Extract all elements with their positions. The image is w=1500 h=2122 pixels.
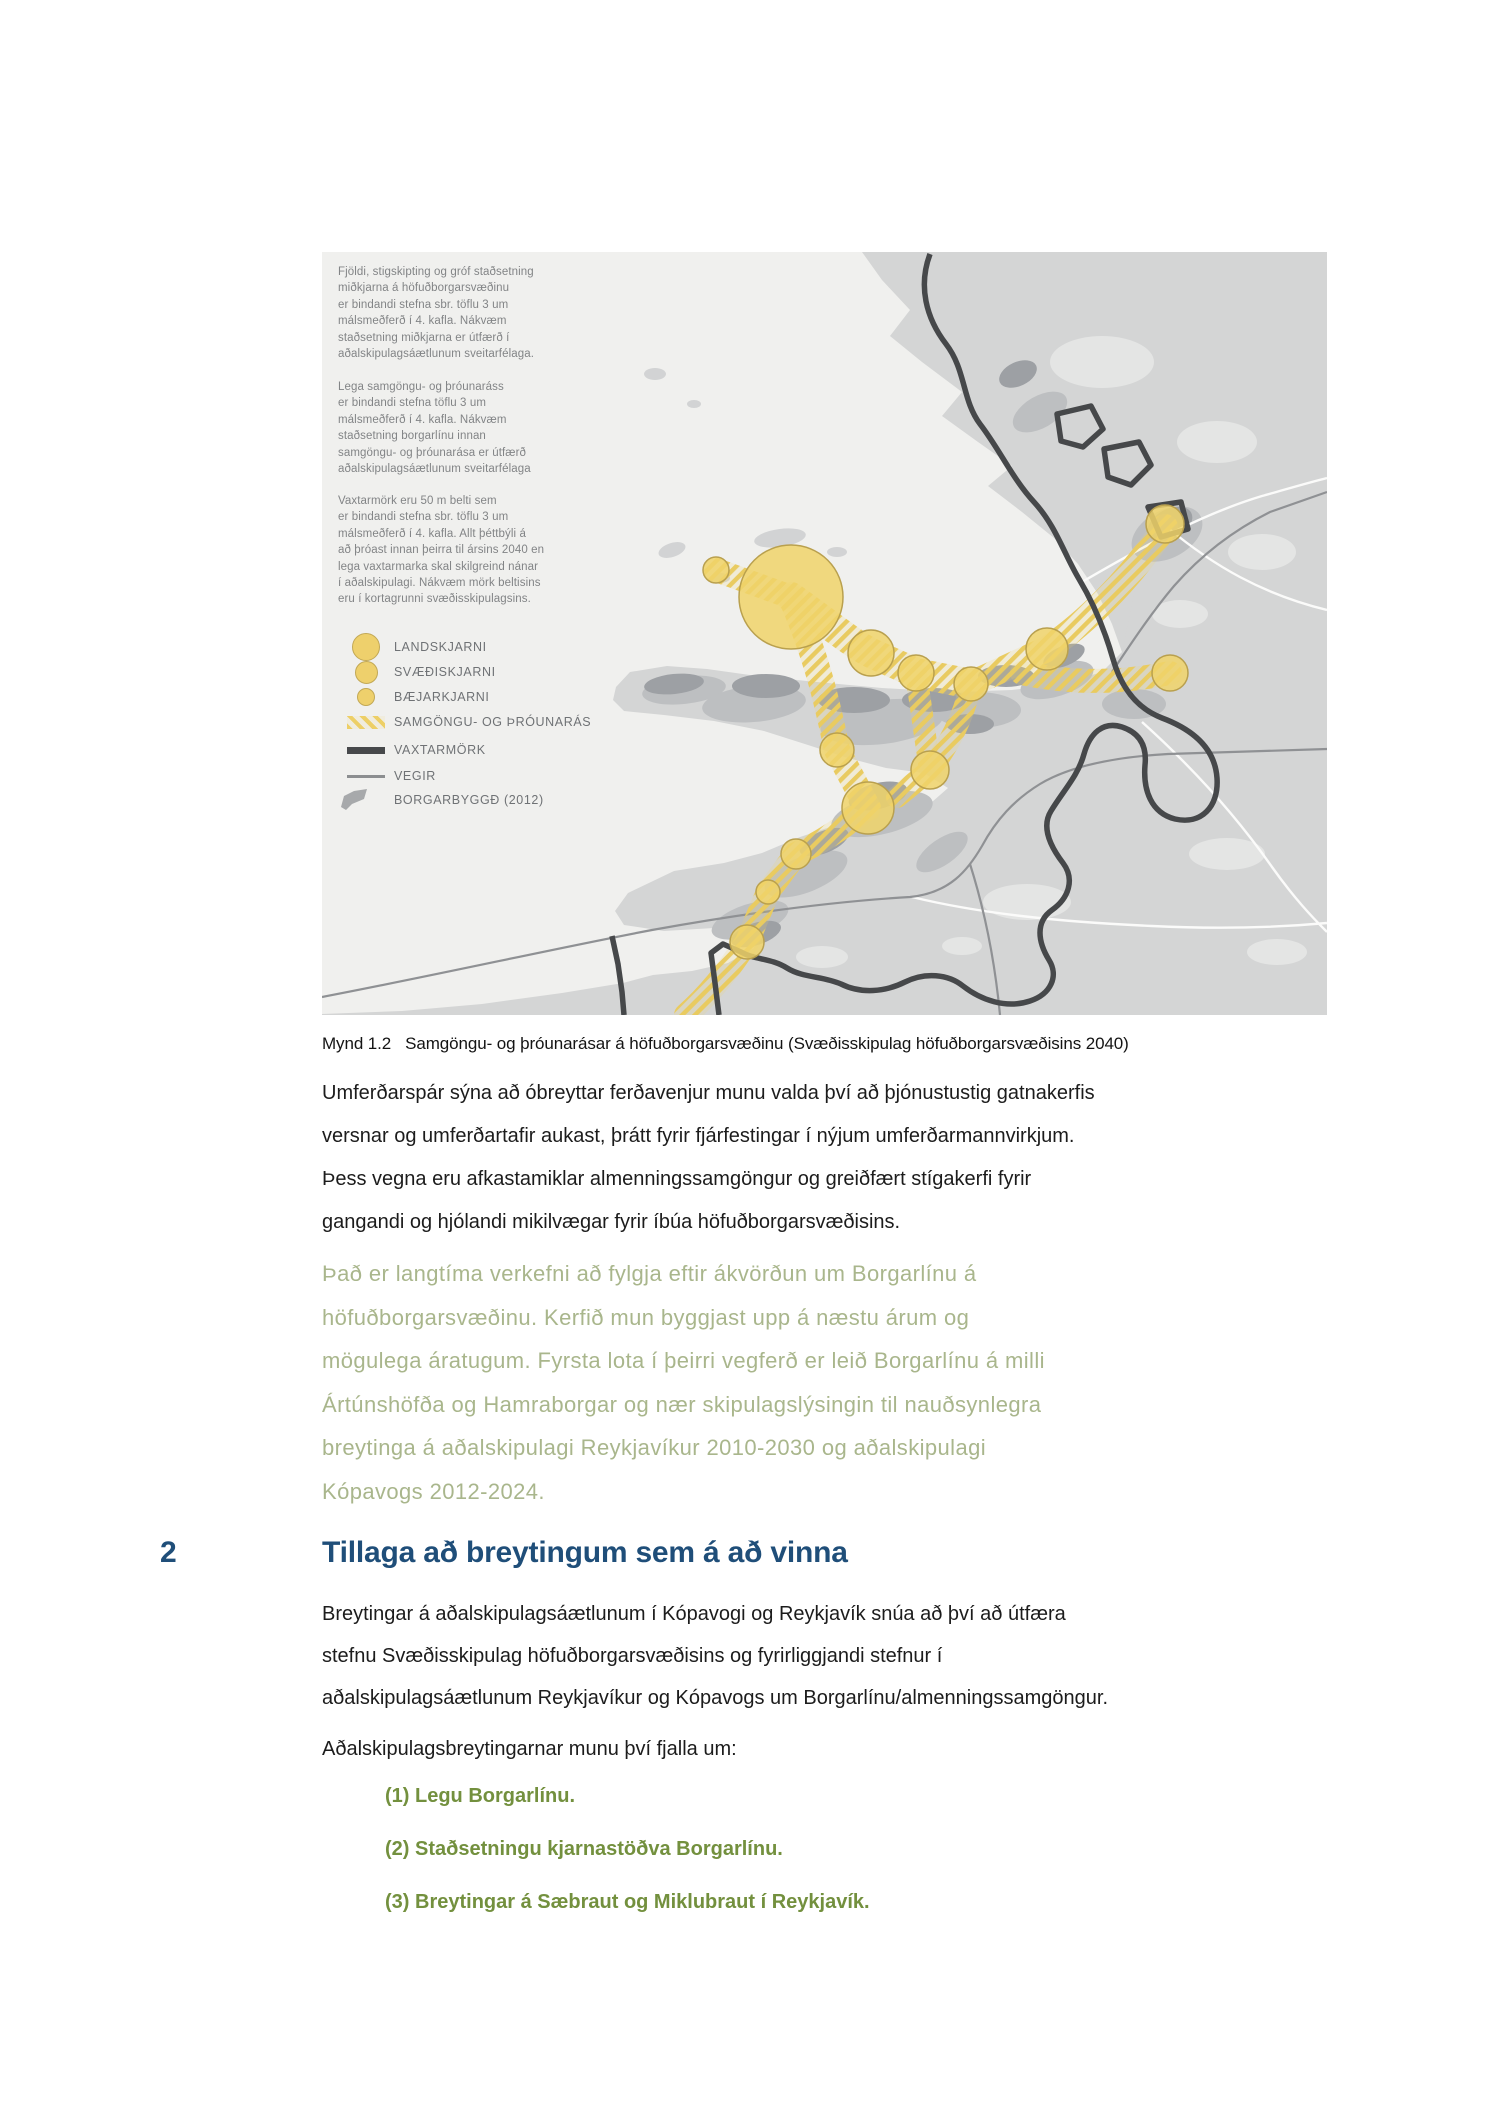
- thick-line-swatch-icon: [338, 747, 394, 754]
- map-note-midkjarnar: [338, 264, 668, 362]
- paragraph-line: gangandi og hjólandi mikilvægar fyrir íbúa höfuðborgarsvæðisins.: [322, 1211, 901, 1233]
- note-line: aðalskipulagsáætlunum sveitarfélaga.: [338, 348, 535, 361]
- legend-label: VEGIR: [394, 769, 436, 783]
- paragraph-line: höfuðborgarsvæðinu. Kerfið mun byggjast upp á næstu árum og: [322, 1304, 970, 1330]
- note-line: lega vaxtarmarka skal skilgreind nánar: [338, 560, 539, 573]
- legend-row-vaxtarmork: [338, 737, 486, 763]
- map-note-throunaras: [338, 379, 668, 477]
- svaediskjarni-circle-icon: [338, 661, 394, 684]
- legend-label: LANDSKJARNI: [394, 640, 487, 654]
- section-number: 2: [160, 1536, 177, 1569]
- legend-label: BORGARBYGGÐ (2012): [394, 793, 544, 807]
- list-leadin: Aðalskipulagsbreytingarnar munu því fjalla um:: [322, 1738, 737, 1760]
- note-line: staðsetning miðkjarna er útfærð í: [338, 331, 510, 344]
- legend-label: BÆJARKJARNI: [394, 690, 490, 704]
- legend-label: SAMGÖNGU- OG ÞRÓUNARÁS: [394, 715, 592, 729]
- note-line: eru í kortagrunni svæðisskipulagsins.: [338, 593, 531, 606]
- note-line: málsmeðferð í 4. kafla. Nákvæm: [338, 315, 507, 328]
- figure-caption-label: Mynd 1.2: [322, 1034, 392, 1053]
- section-title: Tillaga að breytingum sem á að vinna: [322, 1536, 848, 1569]
- legend-row-throunaras: [338, 709, 591, 735]
- legend-row-svaediskjarni: [338, 659, 496, 685]
- paragraph-line: Þess vegna eru afkastamiklar almenningssamgöngur og greiðfært stígakerfi fyrir: [322, 1168, 1032, 1190]
- paragraph-line: Það er langtíma verkefni að fylgja eftir ákvörðun um Borgarlínu á: [322, 1261, 977, 1286]
- hatch-swatch-icon: [338, 716, 394, 729]
- landskjarni-circle-icon: [338, 633, 394, 661]
- paragraph-line: Breytingar á aðalskipulagsáætlunum í Kópavogi og Reykjavík snúa að því að útfæra: [322, 1603, 1066, 1625]
- note-line: staðsetning borgarlínu innan: [338, 430, 486, 443]
- paragraph-traffic: [322, 1072, 1342, 1244]
- note-line: samgöngu- og þróunarása er útfærð: [338, 446, 527, 459]
- paragraph-borgarlina-green: [322, 1252, 1342, 1513]
- note-line: aðalskipulagsáætlunum sveitarfélaga: [338, 463, 531, 476]
- legend-row-borgarbyggd: [338, 787, 544, 813]
- paragraph-line: versnar og umferðartafir aukast, þrátt fyrir fjárfestingar í nýjum umferðarmannvirkjum.: [322, 1125, 1075, 1147]
- map-note-vaxtarmork: [338, 493, 668, 608]
- note-line: er bindandi stefna töflu 3 um: [338, 397, 487, 410]
- note-line: miðkjarna á höfuðborgarsvæðinu: [338, 282, 510, 295]
- note-line: málsmeðferð í 4. kafla. Allt þéttbýli á: [338, 527, 526, 540]
- legend-row-baejarkjarni: [338, 684, 490, 710]
- legend-label: VAXTARMÖRK: [394, 743, 486, 757]
- figure-caption: [322, 1034, 1129, 1054]
- paragraph-changes: [322, 1593, 1342, 1719]
- note-line: í aðalskipulagi. Nákvæm mörk beltisins: [338, 577, 541, 590]
- note-line: að þróast innan þeirra til ársins 2040 en: [338, 544, 545, 557]
- list-item-3: (3) Breytingar á Sæbraut og Miklubraut í Reykjavík.: [385, 1891, 870, 1913]
- paragraph-line: aðalskipulagsáætlunum Reykjavíkur og Kópavogs um Borgarlínu/almenningssamgöngur.: [322, 1687, 1108, 1709]
- paragraph-line: Ártúnshöfða og Hamraborgar og nær skipulagslýsingin til nauðsynlegra: [322, 1391, 1042, 1417]
- map-figure: [322, 252, 1327, 1015]
- note-line: Lega samgöngu- og þróunaráss: [338, 381, 504, 393]
- list-item-1: (1) Legu Borgarlínu.: [385, 1785, 575, 1807]
- note-line: er bindandi stefna sbr. töflu 3 um: [338, 511, 509, 524]
- note-line: Vaxtarmörk eru 50 m belti sem: [338, 495, 497, 507]
- paragraph-line: Kópavogs 2012-2024.: [322, 1478, 545, 1504]
- baejarkjarni-circle-icon: [338, 688, 394, 706]
- thin-line-swatch-icon: [338, 775, 394, 778]
- paragraph-line: Umferðarspár sýna að óbreyttar ferðavenjur munu valda því að þjónustustig gatnakerfis: [322, 1082, 1095, 1104]
- note-line: er bindandi stefna sbr. töflu 3 um: [338, 298, 509, 311]
- paragraph-line: mögulega áratugum. Fyrsta lota í þeirri vegferð er leið Borgarlínu á milli: [322, 1348, 1045, 1373]
- list-item-2: (2) Staðsetningu kjarnastöðva Borgarlínu.: [385, 1838, 783, 1860]
- legend-label: SVÆÐISKJARNI: [394, 665, 496, 679]
- legend-row-vegir: [338, 763, 436, 789]
- paragraph-line: stefnu Svæðisskipulag höfuðborgarsvæðisins og fyrirliggjandi stefnur í: [322, 1645, 943, 1667]
- note-line: málsmeðferð í 4. kafla. Nákvæm: [338, 413, 507, 426]
- paragraph-line: breytinga á aðalskipulagi Reykjavíkur 2010-2030 og aðalskipulagi: [322, 1435, 987, 1460]
- figure-caption-text: Samgöngu- og þróunarásar á höfuðborgarsvæðinu (Svæðisskipulag höfuðborgarsvæðisins 2040): [405, 1034, 1129, 1053]
- legend-row-landskjarni: [338, 634, 487, 660]
- note-line: Fjöldi, stigskipting og gróf staðsetning: [338, 266, 534, 278]
